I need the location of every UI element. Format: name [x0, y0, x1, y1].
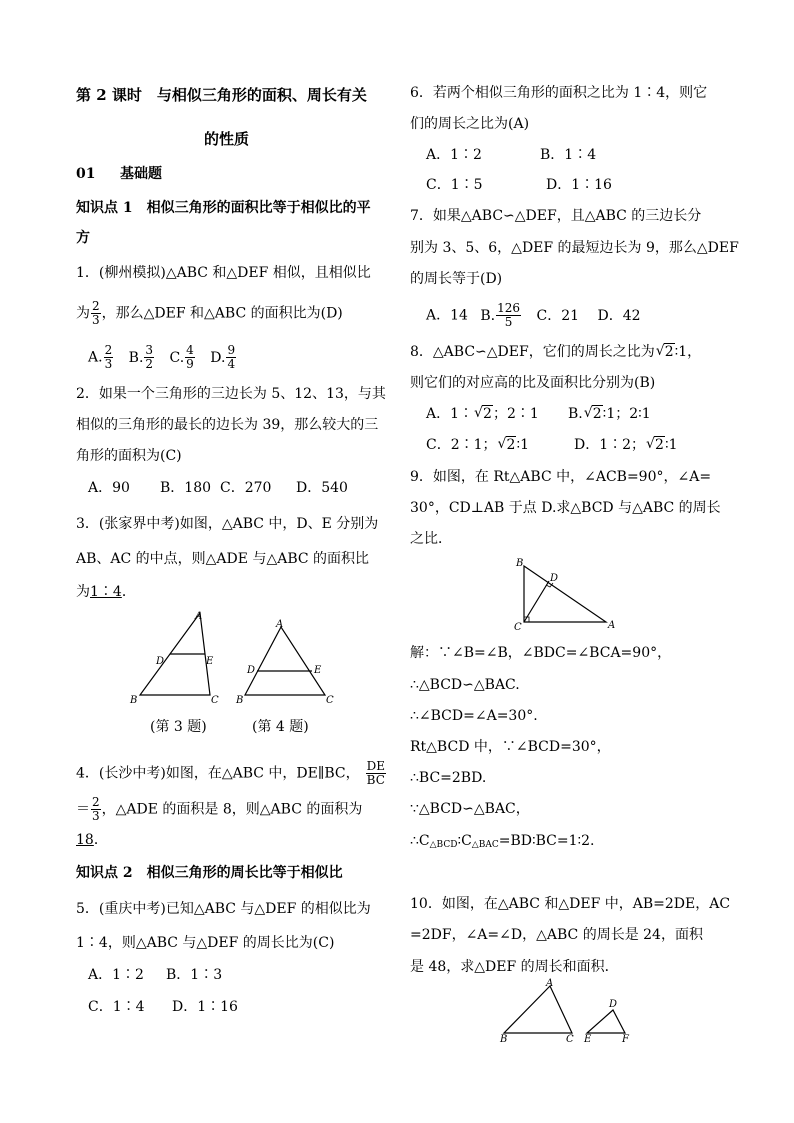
solution-line-2: ∴△BCD∽△BAC. — [410, 677, 520, 693]
question-5-option-a: A．1∶2 — [88, 967, 144, 983]
question-3-line-3: 为1∶4． — [76, 584, 136, 600]
question-4-line-1: 4．(长沙中考)如图，在△ABC 中，DE∥BC， $\frac{DE}{BC}$ — [76, 759, 385, 787]
section-label: 基础题 — [120, 166, 162, 182]
fig10-label-e: E — [584, 1034, 592, 1045]
question-7-options: A．14 B. $\frac{126}{5}$ C．21 D．42 — [426, 301, 641, 329]
figure-10 — [496, 978, 636, 1046]
fig3-label-e: E — [206, 656, 214, 667]
question-1-line-1: 1．(柳州模拟)△ABC 和△DEF 相似，且相似比 — [76, 265, 371, 281]
question-2-line-2: 相似的三角形的最长的边长为 39，那么较大的三 — [76, 417, 379, 433]
fig3-label-c: C — [211, 695, 219, 706]
question-4-line-3: 18． — [76, 832, 108, 848]
question-6-option-a: A．1∶2 — [426, 147, 482, 163]
solution-line-3: ∴∠BCD=∠A=30°. — [410, 708, 538, 724]
question-2-option-d: D．540 — [296, 480, 348, 496]
question-5-option-d: D．1∶16 — [172, 999, 238, 1015]
question-4-line-2: ＝ $\frac{2}{3}$ ，△ADE 的面积是 8，则△ABC 的面积为 — [76, 795, 363, 823]
question-3-line-1: 3．(张家界中考)如图，△ABC 中，D、E 分别为 — [76, 516, 379, 532]
solution-line-1: 解：∵∠B=∠B，∠BDC=∠BCA=90°， — [410, 645, 672, 661]
lesson-title-cont: 的性质 — [204, 130, 250, 148]
figures-3-4 — [120, 605, 350, 710]
figure-3-triangle — [129, 611, 219, 706]
fig10-label-b: B — [500, 1034, 508, 1045]
question-10-line-1: 10．如图，在△ABC 和△DEF 中，AB=2DE，AC — [410, 896, 731, 912]
question-5-line-1: 5．(重庆中考)已知△ABC 与△DEF 的相似比为 — [76, 901, 371, 917]
question-5-line-2: 1∶4，则△ABC 与△DEF 的周长比为(C) — [76, 935, 335, 951]
question-6-option-b: B．1∶4 — [540, 147, 597, 163]
question-10-line-3: 是 48，求△DEF 的周长和面积． — [410, 959, 619, 975]
fig4-label-c: C — [326, 695, 334, 706]
question-2-option-a: A．90 — [88, 480, 130, 496]
fig3-label-b: B — [130, 695, 138, 706]
question-4-answer: 18 — [76, 832, 94, 848]
fig10-label-d: D — [609, 999, 618, 1010]
question-7-line-2: 别为 3、5、6，△DEF 的最短边长为 9，那么△DEF — [410, 240, 739, 256]
solution-line-6: ∵△BCD∽△BAC， — [410, 801, 530, 817]
fig10-label-f: F — [622, 1034, 629, 1045]
question-9-line-2: 30°，CD⊥AB 于点 D.求△BCD 与△ABC 的周长 — [410, 500, 721, 516]
question-6-line-2: 们的周长之比为(A) — [410, 116, 530, 132]
question-5-option-c: C．1∶4 — [88, 999, 145, 1015]
knowledge-point-1-cont: 方 — [76, 230, 90, 246]
question-3-line-2: AB、AC 的中点，则△ADE 与△ABC 的面积比 — [76, 551, 370, 567]
question-7-line-1: 7．如果△ABC∽△DEF，且△ABC 的三边长分 — [410, 208, 702, 224]
question-2-line-3: 角形的面积为(C) — [76, 448, 182, 464]
figure-9 — [508, 556, 628, 634]
question-5-option-b: B．1∶3 — [166, 967, 223, 983]
question-1-options: A. $\frac{2}{3}$ B. $\frac{3}{2}$ C. $\frac{4}{9}$ D. $\frac{9}{4}$ — [88, 343, 236, 371]
question-8-option-b: B.√ 2∶1；2∶1 — [568, 405, 651, 423]
question-8-line-1: 8．△ABC∽△DEF，它们的周长之比为√ 2∶1， — [410, 343, 701, 361]
solution-line-7: $\therefore C_{\triangle BCD}∶C_{\triangle BAC}=BD∶BC=1∶2$. — [410, 833, 595, 850]
question-2-option-b: B．180 — [160, 480, 212, 496]
section-number: 01 — [76, 166, 96, 182]
fig10-label-c: C — [566, 1034, 574, 1045]
lesson-title: 第 2 课时 与相似三角形的面积、周长有关 — [76, 86, 367, 104]
fig4-label-b: B — [236, 695, 244, 706]
question-10-line-2: =2DF，∠A=∠D，△ABC 的周长是 24，面积 — [410, 927, 703, 943]
fraction: $\frac{2}{3}$ — [92, 299, 100, 327]
question-3-answer: 1∶4 — [90, 584, 122, 600]
fig4-label-a: A — [276, 619, 284, 630]
question-8-option-d: D．1∶2；√ 2∶1 — [574, 436, 678, 454]
fig9-label-b: B — [516, 558, 524, 569]
fig9-label-d: D — [550, 573, 559, 584]
question-8-line-2: 则它们的对应高的比及面积比分别为(B) — [410, 375, 656, 391]
fig4-label-e: E — [314, 665, 322, 676]
question-9-line-3: 之比． — [410, 531, 452, 547]
question-6-option-c: C．1∶5 — [426, 177, 483, 193]
figure-4-triangle — [235, 619, 334, 706]
fig3-label-d: D — [156, 656, 165, 667]
figure-3-caption: (第 3 题) — [150, 719, 207, 735]
fig9-label-c: C — [514, 622, 522, 633]
fig10-label-a: A — [546, 978, 554, 989]
question-2-line-1: 2．如果一个三角形的三边长为 5、12、13，与其 — [76, 386, 386, 402]
solution-line-5: ∴BC=2BD. — [410, 770, 487, 786]
fig4-label-d: D — [247, 665, 256, 676]
question-9-line-1: 9．如图，在 Rt△ABC 中，∠ACB=90°，∠A= — [410, 469, 712, 485]
question-6-line-1: 6．若两个相似三角形的面积之比为 1∶4，则它 — [410, 85, 708, 101]
question-7-line-3: 的周长等于(D) — [410, 271, 503, 287]
knowledge-point-1: 知识点 1 相似三角形的面积比等于相似比的平 — [76, 200, 371, 216]
fig9-label-a: A — [608, 620, 616, 631]
question-2-option-c: C．270 — [220, 480, 272, 496]
question-8-option-a: A．1∶√ 2；2∶1 — [426, 405, 539, 423]
question-6-option-d: D．1∶16 — [546, 177, 612, 193]
solution-line-4: Rt△BCD 中，∵∠BCD=30°， — [410, 739, 611, 755]
fig3-label-a: A — [195, 611, 203, 622]
knowledge-point-2: 知识点 2 相似三角形的周长比等于相似比 — [76, 865, 343, 881]
question-8-option-c: C．2∶1；√ 2∶1 — [426, 436, 529, 454]
figure-4-caption: (第 4 题) — [252, 719, 309, 735]
question-1-line-2: 为 $\frac{2}{3}$ ，那么△DEF 和△ABC 的面积比为(D) — [76, 299, 343, 327]
